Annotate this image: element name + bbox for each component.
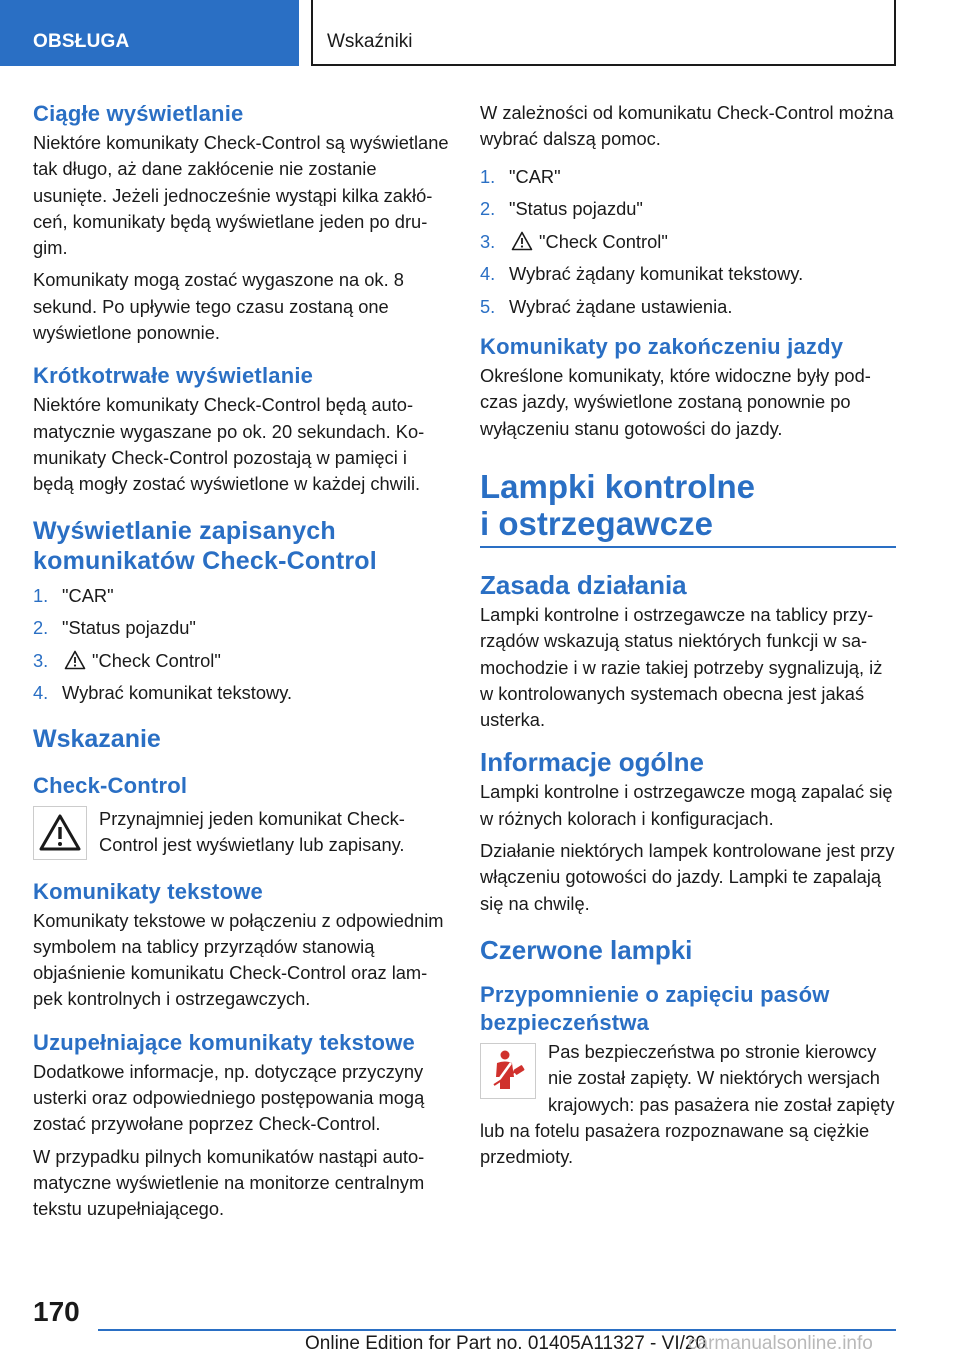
paragraph: Określone komunikaty, które widoczne były podczas jazdy, wyświetlone zostaną ponownie po wyłączeniu stanu gotowości do jazdy.: [480, 365, 871, 439]
heading-krotko: Krótkotrwałe wyświetlanie: [33, 363, 314, 389]
chapter-title: Wskaźniki: [311, 0, 896, 66]
list-item: 3. "Check Control": [480, 230, 668, 252]
heading-czerwone: Czerwone lampki: [480, 934, 693, 965]
right-column: [480, 100, 896, 1170]
list-item: 1. "CAR": [33, 584, 114, 606]
heading-uzupelniajace: Uzupełniające komunikaty tekstowe: [33, 1029, 415, 1055]
seatbelt-icon: [480, 1043, 536, 1099]
paragraph: Komunikaty tekstowe w połączeniu z odpowiednim symbolem na tablicy przyrządów stanowią objaśnienie komunikatu Check-Control oraz lampek kontrolnych i ostrzegawczych.: [33, 909, 444, 1010]
paragraph: Pas bezpieczeństwa po stronie kierowcy nie został zapięty. W niektórych wersjach krajowych: pas pasażera nie został zapięty lub na fotelu pasażera rozpoznawane są ciężkie przedmioty.: [480, 1040, 895, 1168]
list-item: 4. Wybrać żądany komunikat tekstowy.: [480, 263, 804, 285]
check-control-warning-icon: [33, 806, 87, 860]
page-header: [0, 0, 960, 66]
heading-ogolne: Informacje ogólne: [480, 747, 704, 778]
footer-divider: [98, 1329, 896, 1331]
heading-komunikaty: Komunikaty tekstowe: [33, 878, 263, 904]
left-column: [33, 100, 449, 1229]
heading-wskazanie: Wskazanie: [33, 724, 161, 753]
paragraph: W zależności od komunikatu Check-Control można wybrać dalszą pomoc.: [480, 102, 894, 150]
list-item: 1. "CAR": [480, 165, 561, 187]
heading-checkcontrol: Check-Control: [33, 772, 188, 798]
paragraph: Niektóre komunikaty Check-Control będą automatycznie wygaszane po ok. 20 sekundach. Komunikaty Check-Control pozostają w pamięci i będą mogły zostać wyświetlone w każdej chwili.: [33, 394, 425, 495]
list-item: 2. "Status pojazdu": [480, 198, 643, 220]
section-tab: OBSŁUGA: [0, 0, 299, 66]
page-number: 170: [33, 1296, 80, 1327]
paragraph: W przypadku pilnych komunikatów nastąpi automatyczne wyświetlenie na monitorze centralnym tekstu uzupełniającego.: [33, 1145, 425, 1220]
checkcontrol-block: [33, 806, 449, 860]
paragraph: Dodatkowe informacje, np. dotyczące przyczyny usterki oraz odpowiedniego postępowania mogą zostać przywołane poprzez Check-Control.: [33, 1060, 425, 1135]
paragraph: Lampki kontrolne i ostrzegawcze na tablicy przyrządów wskazują status niektórych funkcji w samochodzie i w razie takiej potrzeby sygnalizują, iż w kontrolowanych systemach obecna jest jakaś usterka.: [480, 603, 883, 731]
heading-lampki-line2: i ostrzegawcze: [480, 504, 713, 542]
heading-koniec: Komunikaty po zakończeniu jazdy: [480, 334, 844, 360]
heading-lampki: [480, 468, 896, 548]
list-item: 5. Wybrać żądane ustawienia.: [480, 295, 733, 317]
heading-ciagle: Ciągłe wyświetlanie: [33, 101, 244, 126]
paragraph: Niektóre komunikaty Check-Control są wyświetlane tak długo, aż dane zakłócenie nie zostanie usunięte. Jeżeli jednocześnie wystąpi kilka zakłóceń, komunikaty będą wyświetlane jeden po drugim.: [33, 132, 449, 259]
steps-list-right: [480, 161, 896, 324]
heading-zapisane: Wyświetlanie zapisanych komunikatów Check-Control: [33, 516, 377, 575]
list-item: 4. Wybrać komunikat tekstowy.: [33, 682, 293, 704]
paragraph: Komunikaty mogą zostać wygaszone na ok. 8 sekund. Po upływie tego czasu zostaną one wyświetlone ponownie.: [33, 269, 404, 344]
seatbelt-block: [480, 1039, 896, 1170]
heading-lampki-line1: Lampki kontrolne: [480, 467, 756, 505]
list-item: 3. "Check Control": [33, 649, 221, 671]
list-item: 2. "Status pojazdu": [33, 617, 196, 639]
warning-triangle-icon: [511, 231, 533, 251]
paragraph: Przynajmniej jeden komunikat Check-Control jest wyświetlany lub zapisany.: [99, 807, 405, 855]
steps-list-left: [33, 580, 449, 710]
heading-zasada: Zasada działania: [480, 569, 687, 600]
edition-text: Online Edition for Part no. 01405A11327 - VI/20: [305, 1333, 707, 1354]
paragraph: Działanie niektórych lampek kontrolowane jest przy włączeniu gotowości do jazdy. Lampki te zapalają się na chwilę.: [480, 840, 895, 914]
paragraph: Lampki kontrolne i ostrzegawcze mogą zapalać się w różnych kolorach i konfiguracjach.: [480, 781, 893, 829]
warning-triangle-icon: [64, 650, 86, 670]
watermark: carmanualsonline.info: [688, 1333, 873, 1354]
heading-pasy: Przypomnienie o zapięciu pasów bezpieczeństwa: [480, 981, 830, 1035]
